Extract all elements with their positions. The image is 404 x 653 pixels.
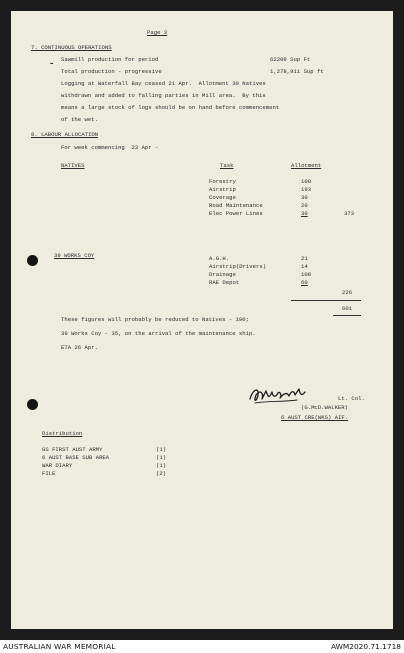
section-7-line-1a: Sawmill production for period bbox=[61, 56, 159, 63]
task-row: Road Maintenance bbox=[209, 202, 263, 209]
task-header: Task bbox=[220, 162, 234, 169]
allotment-value: 30 bbox=[301, 210, 308, 217]
task-row: Elec Power Lines bbox=[209, 210, 263, 217]
allotment-header: Allotment bbox=[291, 162, 322, 169]
sum-rule bbox=[291, 300, 361, 301]
allotment-value: 30 bbox=[301, 194, 308, 201]
task-row: Airstrip bbox=[209, 186, 236, 193]
natives-label: NATIVES bbox=[61, 162, 85, 169]
section-7-line-4: withdrawn and added to falling parties in Mill area. By this bbox=[61, 92, 266, 99]
section-7-line-2a: Total production - progressive bbox=[61, 68, 162, 75]
footer-institution: AUSTRALIAN WAR MEMORIAL bbox=[3, 642, 116, 651]
grand-total-rule bbox=[333, 315, 361, 316]
task-row: Coverage bbox=[209, 194, 236, 201]
section-7-heading: 7. CONTINUOUS OPERATIONS bbox=[31, 44, 112, 51]
allotment-value: 193 bbox=[301, 186, 312, 193]
margin-mark: - bbox=[49, 59, 55, 69]
distribution-heading: Distribution bbox=[42, 430, 83, 437]
footer-reference: AWM2020.71.1718 bbox=[330, 642, 401, 651]
week-commencing: For week commencing 23 Apr - bbox=[61, 144, 159, 151]
natives-total: 373 bbox=[344, 210, 355, 217]
note-line-3: ETA 26 Apr. bbox=[61, 344, 98, 351]
allotment-value: 21 bbox=[301, 255, 308, 262]
task-row: Forestry bbox=[209, 178, 236, 185]
allotment-value: 100 bbox=[301, 178, 312, 185]
distribution-copies: (1) bbox=[156, 454, 167, 461]
allotment-value: 20 bbox=[301, 202, 308, 209]
distribution-item: 6 AUST BASE SUB AREA bbox=[42, 454, 110, 461]
task-row: RAE Depot bbox=[209, 279, 240, 286]
distribution-copies: (1) bbox=[156, 462, 167, 469]
allotment-value: 14 bbox=[301, 263, 308, 270]
distribution-copies: (1) bbox=[156, 446, 167, 453]
works-total: 226 bbox=[342, 289, 353, 296]
section-7-line-3: Logging at Waterfall Bay ceased 21 Apr. Allotment 30 Natives bbox=[61, 80, 266, 87]
distribution-item: WAR DIARY bbox=[42, 462, 73, 469]
allotment-value: 60 bbox=[301, 279, 308, 286]
allotment-value: 108 bbox=[301, 271, 312, 278]
document-sheet bbox=[11, 11, 393, 629]
punch-hole-upper bbox=[27, 255, 38, 266]
section-8-heading: 8. LABOUR ALLOCATION bbox=[31, 131, 99, 138]
archive-footer bbox=[0, 640, 404, 653]
task-row: Drainage bbox=[209, 271, 236, 278]
grand-total: 601 bbox=[342, 305, 353, 312]
distribution-copies: (2) bbox=[156, 470, 167, 477]
punch-hole-lower bbox=[27, 399, 38, 410]
distribution-item: FILE bbox=[42, 470, 56, 477]
task-row: A.G.H. bbox=[209, 255, 230, 262]
signatory-rank: Lt. Col. bbox=[338, 395, 365, 402]
section-7-line-1b: 62209 Sup Ft bbox=[270, 56, 311, 63]
section-7-line-2b: 1,278,911 Sup ft bbox=[270, 68, 324, 75]
section-7-line-5: means a large stock of logs should be on hand before commencement bbox=[61, 104, 280, 111]
note-line-2: 39 Works Coy - 35, on the arrival of the maintenance ship. bbox=[61, 330, 256, 337]
signatory-name: (G.McD.WALKER) bbox=[301, 404, 348, 411]
task-row: Airstrip(Drivers) bbox=[209, 263, 267, 270]
note-line-1: These figures will probably be reduced to Natives - 190; bbox=[61, 316, 249, 323]
distribution-item: GS FIRST AUST ARMY bbox=[42, 446, 103, 453]
works-coy-label: 39 WORKS COY bbox=[54, 252, 95, 259]
signatory-unit: 6 AUST CRE(WKS) AIF. bbox=[281, 414, 349, 421]
section-7-line-6: of the wet. bbox=[61, 116, 98, 123]
page-number: Page 3 bbox=[147, 29, 168, 36]
